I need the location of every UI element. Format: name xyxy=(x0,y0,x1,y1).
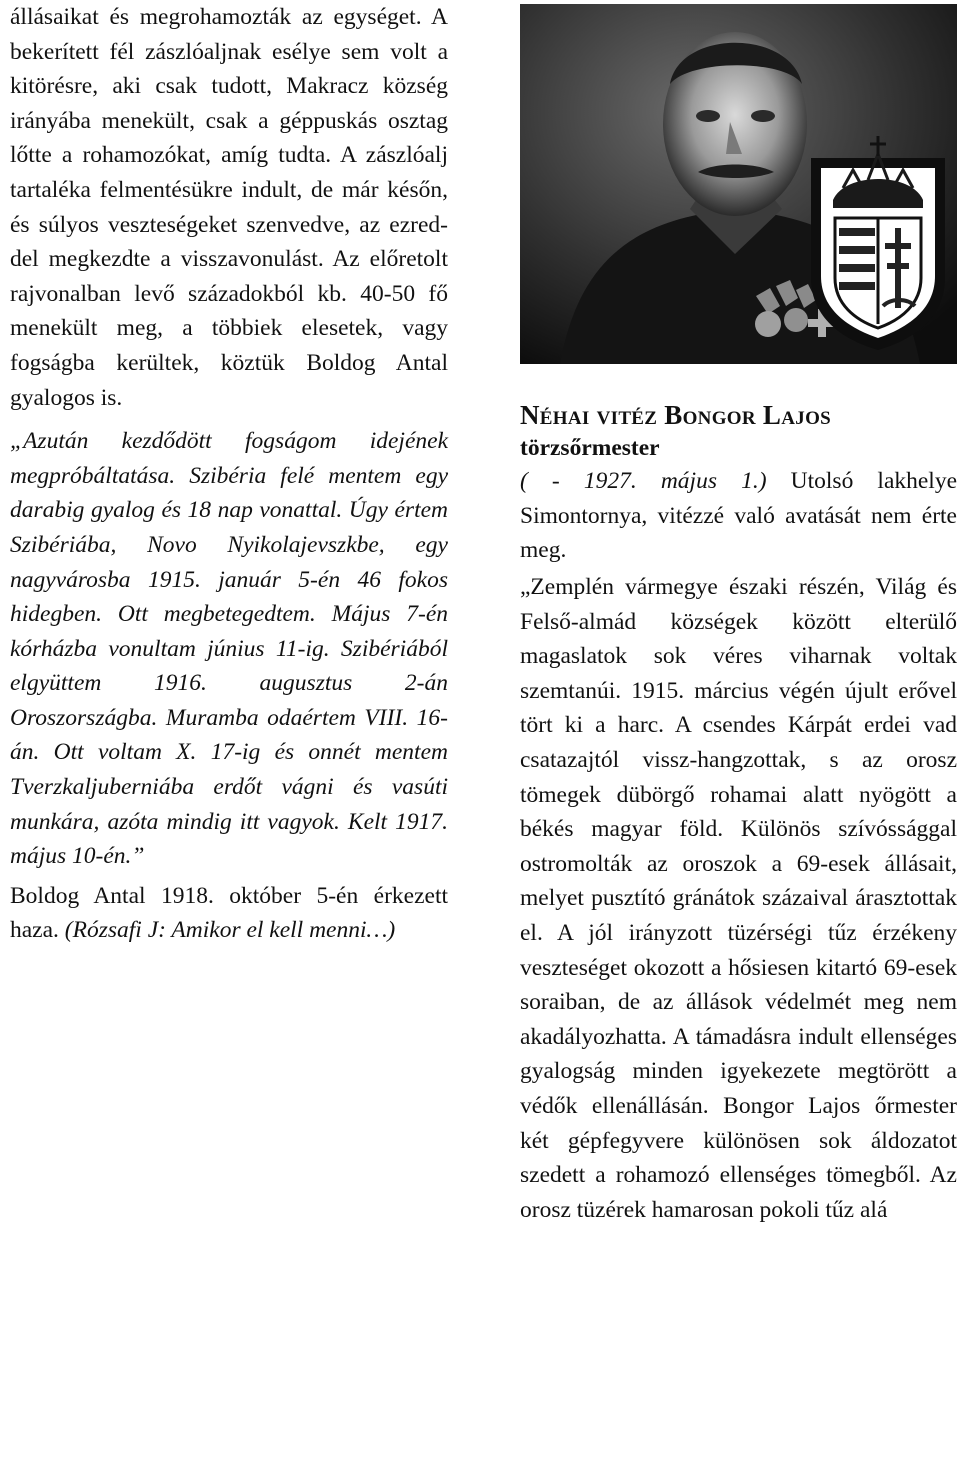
caption-description: Utolsó lakhelye Simontornya, vitézzé való avatását nem érte meg. xyxy=(520,468,958,564)
caption-rank: törzsőrmester xyxy=(520,435,660,461)
hungarian-coat-of-arms-icon xyxy=(803,128,953,352)
left-paragraph-1: állásaikat és megrohamozták az egységet. A bekerített fél zászlóaljnak esélye sem volt a kitörésre, aki csak tudott, Makracz község irányába menekült, csak a géppuskás osztag lőtte a rohamozókat, amíg tudta. A zászlóalj tartaléka felmentésükre indult, de már későn, és súlyos veszteségeket szenvedve, az ezred-del megkezdte a visszavonulást. Az előretolt rajvonalban levő századokból kb. 40-50 fő menekült meg, a többiek elesetek, vagy fogságba kerültek, köztük Boldog Antal gyalogos is. xyxy=(10,4,448,411)
caption-text xyxy=(520,464,957,568)
caption-name: Néhai vitéz Bongor Lajos xyxy=(520,400,832,430)
right-text-column xyxy=(520,570,957,1227)
left-text-column xyxy=(10,0,448,948)
caption-dates: ( - 1927. május 1.) xyxy=(520,468,767,494)
captivity-quote-paragraph: „Azután kezdődött fogságom idejének megpróbáltatása. Szibéria felé mentem egy darabig gyalog és 18 nap vonattal. Úgy értem Szibériába, Novo Nyikolajevszkbe, egy nagyvárosba 1915. január 5-én 46 fokos hidegben. Ott megbetegedtem. Május 7-én kórházba vonultam június 11-ig. Szibériából elgyüttem 1916. augusztus 2-án Oroszországba. Muramba odaértem VIII. 16-án. Ott voltam X. 17-ig és onnét mentem Tverzkaljuberniába erdőt vágni és vasúti munkára, azóta mindig itt vagyok. Kelt 1917. május 10-én.” xyxy=(10,428,448,870)
portrait-caption xyxy=(520,398,957,568)
right-paragraph-1: „Zemplén vármegye északi részén, Világ és Felső-almád községek között elterülő magaslatok sok véres viharnak voltak szemtanúi. 1915. március végén újult erővel tört ki a harc. A csendes Kárpát erdei vad csatazajtól vissz-hangzottak, s az orosz tömegek dübörgő rohamai alatt nyögött a békés magyar föld. Különös szívóssággal ostromolták az oroszok a 69-esek állásait, melyet pusztító gránátok százaival árasztottak el. A jól irányzott tüzérségi tűz érzékeny veszteséget okozott a hősiesen kitartó 69-esek soraiban, de az állások védelmét meg nem akadályozhatta. A támadásra indult ellenséges gyalogság minden igyekezete megtörött a védők ellenállásán. Bongor Lajos őrmester két gépfegyvere különösen sok áldozatot szedett a rohamozó ellenséges tömegből. Az orosz tüzérek hamarosan pokoli tűz alá xyxy=(520,574,957,1223)
homecoming-text: Boldog Antal 1918. október 5-én érkezett haza. xyxy=(10,882,448,944)
left-paragraph-3 xyxy=(10,879,448,948)
source-citation: (Rózsafi J: Amikor el kell menni…) xyxy=(64,917,396,944)
